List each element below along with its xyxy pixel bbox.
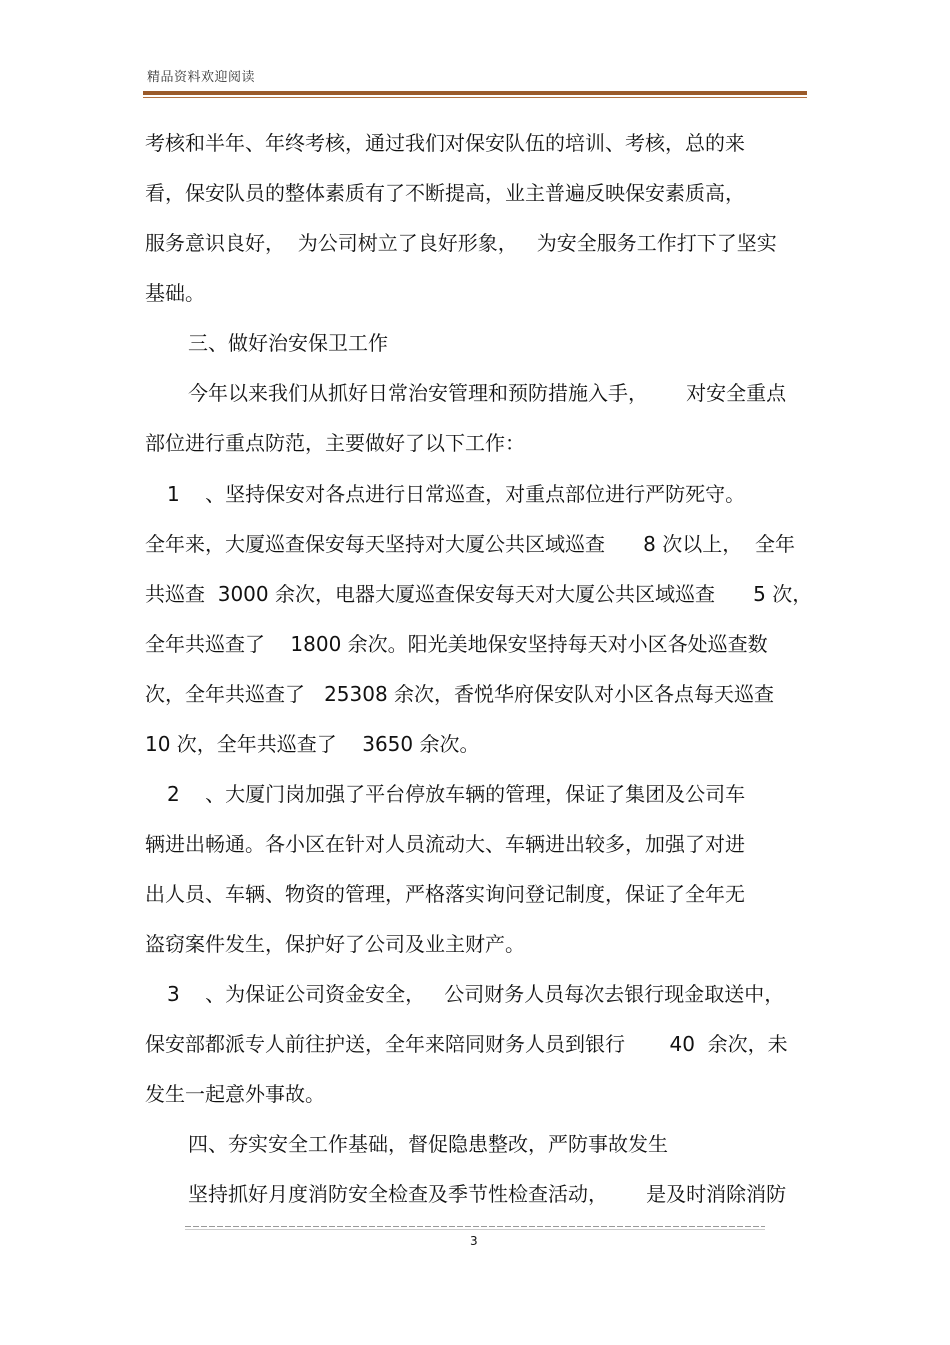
header-rule-thin bbox=[143, 97, 807, 98]
footer-rule bbox=[185, 1226, 765, 1227]
footer-rule-thin bbox=[185, 1229, 765, 1230]
text-line: 今年以来我们从抓好日常治安管理和预防措施入手， 对安全重点 bbox=[188, 381, 787, 405]
text-line: 10 次，全年共巡查了 3650 余次。 bbox=[145, 732, 480, 756]
text-line: 出人员、车辆、物资的管理，严格落实询问登记制度，保证了全年无 bbox=[145, 882, 745, 906]
text-line: 次，全年共巡查了 25308 余次，香悦华府保安队对小区各点每天巡查 bbox=[145, 682, 775, 706]
text-line: 全年来，大厦巡查保安每天坚持对大厦公共区域巡查 8 次以上， 全年 bbox=[145, 532, 795, 556]
text-line: 全年共巡查了 1800 余次。阳光美地保安坚持每天对小区各处巡查数 bbox=[145, 632, 768, 656]
page-header: 精品资料欢迎阅读 bbox=[147, 70, 256, 85]
text-line: 部位进行重点防范，主要做好了以下工作： bbox=[145, 431, 525, 455]
section-heading: 三、做好治安保卫工作 bbox=[188, 331, 388, 355]
text-line: 考核和半年、年终考核，通过我们对保安队伍的培训、考核，总的来 bbox=[145, 131, 745, 155]
text-line: 盗窃案件发生，保护好了公司及业主财产。 bbox=[145, 932, 525, 956]
text-line: 坚持抓好月度消防安全检查及季节性检查活动， 是及时消除消防 bbox=[188, 1182, 787, 1206]
header-rule bbox=[143, 91, 807, 95]
text-line: 3 、为保证公司资金安全， 公司财务人员每次去银行现金取送中， bbox=[167, 982, 785, 1006]
text-line: 发生一起意外事故。 bbox=[145, 1082, 325, 1106]
section-heading: 四、夯实安全工作基础，督促隐患整改，严防事故发生 bbox=[188, 1132, 668, 1156]
text-line: 看，保安队员的整体素质有了不断提高，业主普遍反映保安素质高， bbox=[145, 181, 745, 205]
text-line: 保安部都派专人前往护送，全年来陪同财务人员到银行 40 余次，未 bbox=[145, 1032, 788, 1056]
text-line: 1 、坚持保安对各点进行日常巡查，对重点部位进行严防死守。 bbox=[167, 482, 746, 506]
page-number: 3 bbox=[470, 1234, 478, 1248]
text-line: 辆进出畅通。各小区在针对人员流动大、车辆进出较多，加强了对进 bbox=[145, 832, 745, 856]
text-line: 共巡查 3000 余次，电器大厦巡查保安每天对大厦公共区域巡查 5 次， bbox=[145, 582, 813, 606]
text-line: 基础。 bbox=[145, 281, 205, 305]
text-line: 服务意识良好， 为公司树立了良好形象， 为安全服务工作打下了坚实 bbox=[145, 231, 777, 255]
text-line: 2 、大厦门岗加强了平台停放车辆的管理，保证了集团及公司车 bbox=[167, 782, 746, 806]
